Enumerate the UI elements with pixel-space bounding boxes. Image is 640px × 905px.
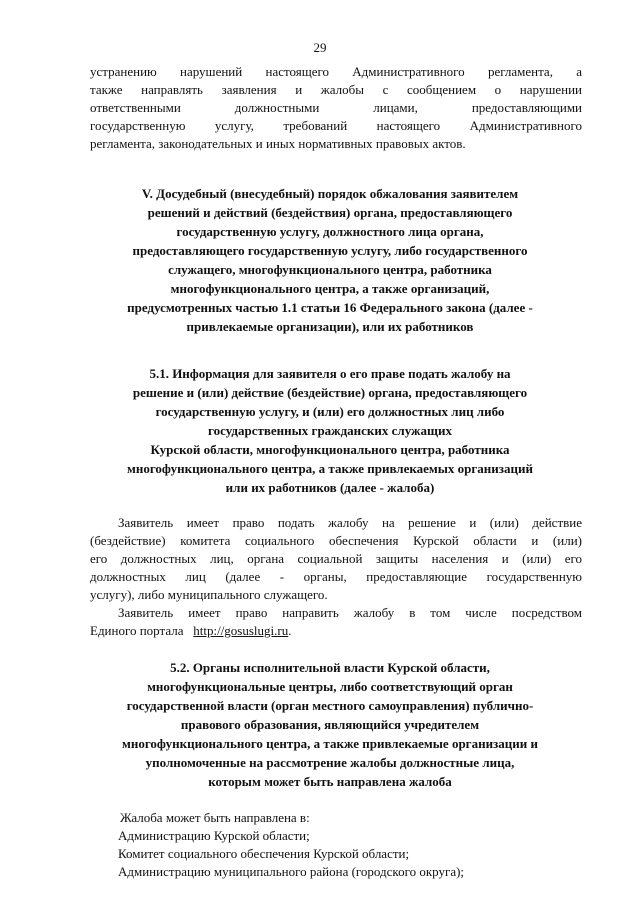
paragraph-line: государственную услугу, требований настоящего Административного [90,118,582,133]
portal-line [90,623,291,639]
heading-line: V. Досудебный (внесудебный) порядок обжалования заявителем [141,186,519,201]
heading-line: государственную услугу, должностного лица органа, [176,224,484,239]
portal-suffix: . [288,623,292,638]
page-number: 29 [313,40,327,55]
heading-line: привлекаемые организации), или их работников [186,319,474,334]
heading-line: правового образования, являющийся учредителем [180,717,480,732]
heading-line: многофункционального центра, а также привлекаемые организации и [122,736,538,751]
list-item: Администрацию Курской области; [118,828,310,843]
heading-line: многофункционального центра, а также привлекаемых организаций [127,461,533,476]
paragraph-line: Заявитель имеет право направить жалобу в том числе посредством [118,605,582,620]
heading-line: 5.2. Органы исполнительной власти Курской области, [170,660,490,675]
paragraph-line: (бездействие) комитета социального обеспечения Курской области и (или) [90,533,582,548]
heading-line: решение и (или) действие (бездействие) органа, предоставляющего [132,385,528,400]
heading-line: решений и действий (бездействия) органа, предоставляющего [147,205,513,220]
heading-line: предусмотренных частью 1.1 статьи 16 Федерального закона (далее - [127,300,533,315]
heading-line: которым может быть направлена жалоба [208,774,452,789]
heading-line: государственную услугу, и (или) его должностных лиц либо [155,404,505,419]
portal-prefix: Единого портала [90,623,184,638]
list-item: Жалоба может быть направлена в: [120,810,310,825]
paragraph-line: также направлять заявления и жалобы с сообщением о нарушении [90,82,582,97]
paragraph-line: ответственными должностными лицами, предоставляющими [90,100,582,115]
heading-line: предоставляющего государственную услугу, либо государственного [132,243,528,258]
heading-line: многофункционального центра, а также организаций, [170,281,490,296]
heading-line: уполномоченные на рассмотрение жалобы должностные лица, [145,755,515,770]
list-item: Комитет социального обеспечения Курской области; [118,846,410,861]
paragraph-line: Заявитель имеет право подать жалобу на решение и (или) действие [118,515,582,530]
heading-line: государственной власти (орган местного самоуправления) публично- [126,698,534,713]
list-item: Администрацию муниципального района (городского округа); [118,864,465,879]
heading-line: государственных гражданских служащих [208,423,452,438]
heading-line: Курской области, многофункционального центра, работника [150,442,510,457]
paragraph-line: должностных лиц (далее - органы, предоставляющие государственную [90,569,582,584]
heading-line: служащего, многофункционального центра, работника [168,262,492,277]
heading-line: или их работников (далее - жалоба) [225,480,435,495]
paragraph-line: регламента, законодательных и иных нормативных правовых актов. [90,136,466,151]
heading-line: 5.1. Информация для заявителя о его праве подать жалобу на [149,366,511,381]
paragraph-line: устранению нарушений настоящего Административного регламента, а [90,64,582,79]
paragraph-line: его должностных лиц, органа социальной защиты населения и (или) его [90,551,582,566]
gosuslugi-link[interactable]: http://gosuslugi.ru [193,623,289,638]
heading-line: многофункциональные центры, либо соответствующий орган [147,679,513,694]
paragraph-line: услугу), либо муниципального служащего. [90,587,328,602]
